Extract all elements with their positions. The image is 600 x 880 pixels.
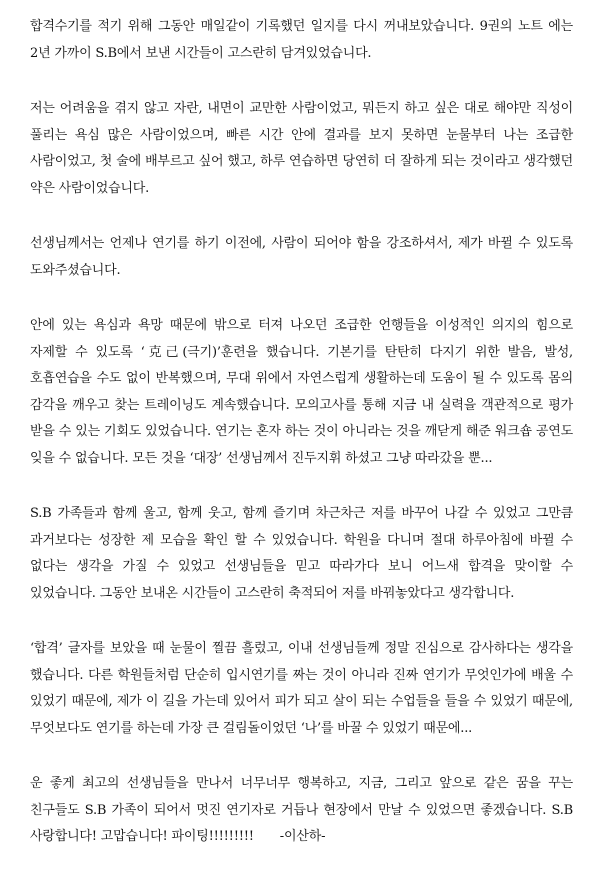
paragraph-self-description: 저는 어려움을 겪지 않고 자란, 내면이 교만한 사람이었고, 뭐든지 하고 싶은 대로 해야만 직성이 풀리는 욕심 많은 사람이었으며, 빠른 시간 안에 결과를 보지 못하면 눈물부터 나는 조급한 사람이었고, 첫 술에 배부르고 싶어 했고, 하루 연습하면 당연히 더 잘하게 되는 것이라고 생각했던 약은 사람이었습니다. <box>30 101 573 196</box>
paragraph-intro: 합격수기를 적기 위해 그동안 매일같이 기록했던 일지를 다시 꺼내보았습니다. 9권의 노트 에는 2년 가까이 S.B에서 보낸 시간들이 고스란히 담겨있었습니다. <box>30 19 573 61</box>
closing-text: 운 좋게 최고의 선생님들을 만나서 너무너무 행복하고, 지금, 그리고 앞으로 같은 꿈을 꾸는 친구들도 S.B 가족이 되어서 멋진 연기자로 거듭나 현장에서 만날 수 있었으면 좋겠습니다. S.B 사랑합니다! 고맙습니다! 파이팅!!!!!!!!! <box>30 776 573 844</box>
testimonial-document <box>30 14 573 880</box>
paragraph-gratitude: ‘합격’ 글자를 보았을 때 눈물이 찔끔 흘렀고, 이내 선생님들께 정말 진심으로 감사하다는 생각을 했습니다. 다른 학원들처럼 단순히 입시연기를 짜는 것이 아니라 진짜 연기가 무엇인가에 배울 수 있었기 때문에, 제가 이 길을 가는데 있어서 피가 되고 살이 되는 수업들을 들을 수 있었기 때문에, 무엇보다도 연기를 하는데 가장 큰 걸림돌이었던 ‘나’를 바꿀 수 있었기 때문에... <box>30 641 573 736</box>
paragraph-training: 안에 있는 욕심과 욕망 때문에 밖으로 터져 나오던 조급한 언행들을 이성적인 의지의 힘으로 자제할 수 있도록 ‘克己(극기)’훈련을 했습니다. 기본기를 탄탄히 다지기 위한 발음, 발성, 호흡연습을 수도 없이 반복했으며, 무대 위에서 자연스럽게 생활하는데 도움이 될 수 있도록 몸의 감각을 깨우고 찾는 트레이닝도 계속했습니다. 모의고사를 통해 지금 내 실력을 객관적으로 평가 받을 수 있는 기회도 있었습니다. 연기는 혼자 하는 것이 아니라는 것을 깨닫게 해준 워크숍 공연도 잊을 수 없습니다. 모든 것을 ‘대장’ 선생님께서 진두지휘 하셨고 그냥 따라갔을 뿐... <box>30 318 573 466</box>
paragraph-closing <box>30 771 573 851</box>
paragraph-growth: S.B 가족들과 함께 울고, 함께 웃고, 함께 즐기며 차근차근 저를 바꾸어 나갈 수 있었고 그만큼 과거보다는 성장한 제 모습을 확인 할 수 있었습니다. 학원을 다니며 절대 하루아침에 바뀔 수 없다는 생각을 가질 수 있었고 선생님들을 믿고 따라가다 보니 어느새 합격을 맞이할 수 있었습니다. 그동안 보내온 시간들이 고스란히 축적되어 저를 바꿔놓았다고 생각합니다. <box>30 506 573 601</box>
paragraph-teacher-guidance: 선생님께서는 언제나 연기를 하기 이전에, 사람이 되어야 함을 강조하셔서, 제가 바뀔 수 있도록 도와주셨습니다. <box>30 236 573 278</box>
author-signature: -이산하- <box>279 829 326 844</box>
